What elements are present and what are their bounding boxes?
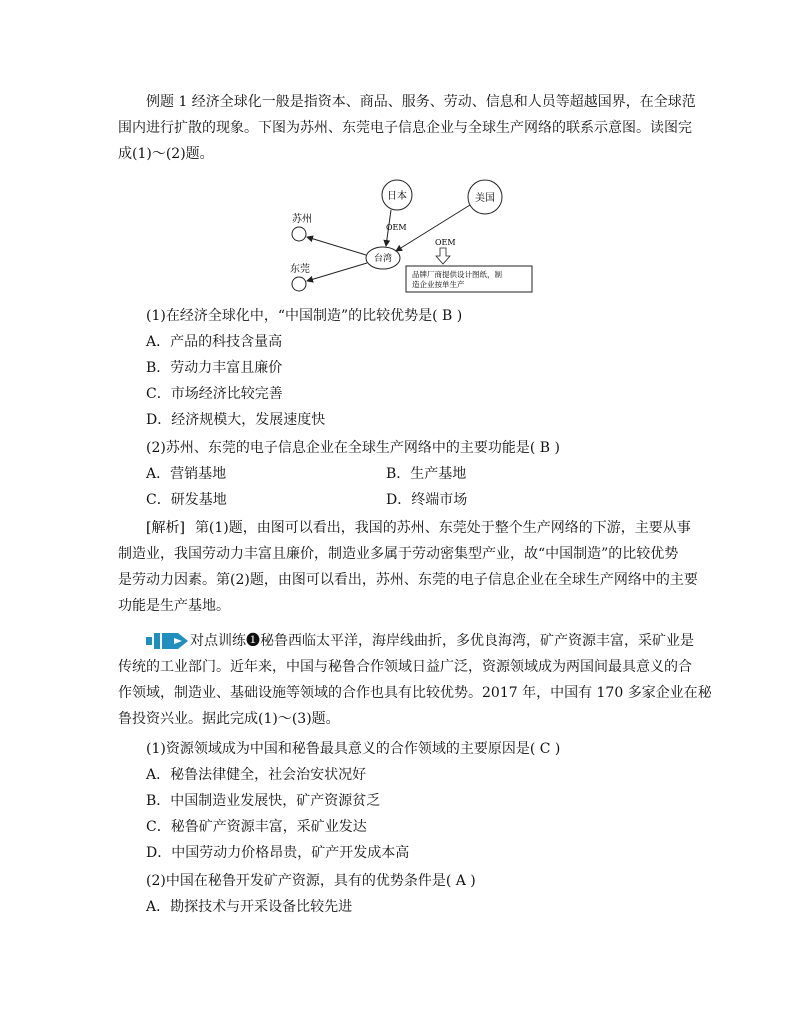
q1-option-b: B．劳动力丰富且廉价: [146, 360, 283, 376]
hollow-down-arrow: [436, 248, 450, 264]
t1-option-c: C．秘鲁矿产资源丰富，采矿业发达: [146, 819, 367, 835]
note-line-1: 品牌厂商提供设计图纸，制: [412, 270, 502, 279]
q2-option-a: A．营销基地: [146, 466, 227, 482]
training-line-3: 作领域，制造业、基础设施等领域的合作也具有比较优势。2017 年，中国有 170 多家企业在秘: [118, 685, 712, 701]
japan-label: 日本: [387, 191, 407, 202]
dongguan-node: [292, 277, 306, 291]
t1-option-b: B．中国制造业发展快，矿产资源贫乏: [146, 793, 381, 809]
analysis-line-3: 是劳动力因素。第(2)题，由图可以看出，苏州、东莞的电子信息企业在全球生产网络中的主要: [118, 572, 698, 588]
usa-label: 美国: [475, 193, 495, 204]
analysis-text-1: 第(1)题，由图可以看出，我国的苏州、东莞处于整个生产网络的下游，主要从事: [194, 520, 691, 536]
arrow-taiwan-dongguan: [307, 263, 367, 281]
example-intro-line-2: 围内进行扩散的现象。下图为苏州、东莞电子信息企业与全球生产网络的联系示意图。读图完: [118, 120, 692, 136]
oem-label-2: OEM: [435, 238, 456, 247]
q2-option-d: D．终端市场: [386, 492, 468, 508]
training-line-4: 鲁投资兴业。据此完成(1)～(3)题。: [118, 711, 340, 727]
note-line-2: 造企业按单生产: [412, 280, 465, 289]
training-text-1: 秘鲁西临太平洋，海岸线曲折，多优良海湾，矿产资源丰富，采矿业是: [260, 633, 694, 649]
t1-option-d: D．中国劳动力价格昂贵，矿产开发成本高: [146, 845, 410, 861]
arrow-usa-taiwan: [396, 205, 470, 251]
q2-option-c: C．研发基地: [146, 492, 227, 508]
q2-option-b: B．生产基地: [386, 466, 467, 482]
training-line-2: 传统的工业部门。近年来，中国与秘鲁合作领域日益广泛，资源领域成为两国间最具意义的合: [118, 659, 692, 675]
dongguan-label: 东莞: [290, 264, 310, 275]
q1-stem: (1)在经济全球化中，“中国制造”的比较优势是( B ): [146, 308, 463, 324]
analysis-tag: [解析]: [146, 520, 185, 536]
analysis-line-1: [146, 518, 691, 538]
analysis-line-4: 功能是生产基地。: [118, 598, 230, 614]
production-network-diagram: [280, 178, 550, 296]
arrow-taiwan-suzhou: [307, 237, 366, 255]
analysis-line-2: 制造业，我国劳动力丰富且廉价，制造业多属于劳动密集型产业，故“中国制造”的比较优势: [118, 546, 679, 562]
q1-option-a: A．产品的科技含量高: [146, 334, 283, 350]
suzhou-node: [292, 227, 306, 241]
example-intro-line-3: 成(1)～(2)题。: [118, 146, 214, 162]
suzhou-label: 苏州: [292, 214, 312, 225]
oem-label-1: OEM: [386, 223, 407, 232]
q2-stem: (2)苏州、东莞的电子信息企业在全球生产网络中的主要功能是( B ): [146, 440, 560, 456]
t1-stem: (1)资源领域成为中国和秘鲁最具意义的合作领域的主要原因是( C ): [146, 741, 561, 757]
t2-stem: (2)中国在秘鲁开发矿产资源，具有的优势条件是( A ): [146, 873, 476, 889]
taiwan-label: 台湾: [373, 254, 393, 264]
q1-option-d: D．经济规模大，发展速度快: [146, 412, 326, 428]
example-intro-line-1: 例题 1 经济全球化一般是指资本、商品、服务、劳动、信息和人员等超越国界，在全球范: [146, 94, 696, 110]
pen-nib-icon: [146, 631, 190, 651]
training-label: 对点训练❶: [190, 633, 260, 649]
t2-option-a: A．勘探技术与开采设备比较先进: [146, 899, 353, 915]
t1-option-a: A．秘鲁法律健全，社会治安状况好: [146, 767, 367, 783]
training-line-1: [190, 631, 694, 651]
q1-option-c: C．市场经济比较完善: [146, 386, 283, 402]
